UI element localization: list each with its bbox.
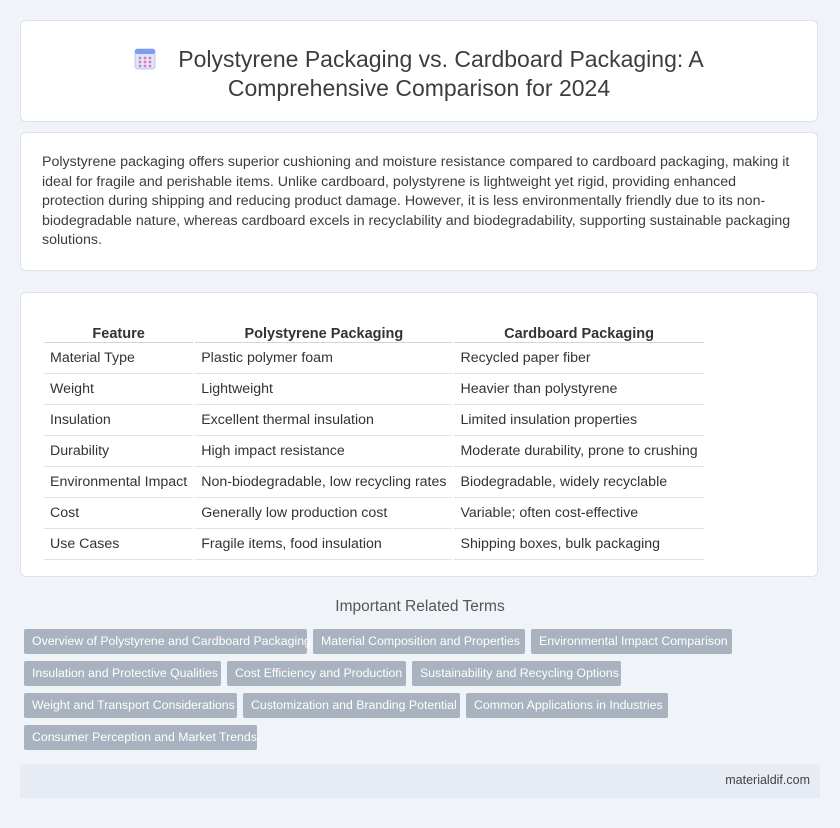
cell-cardboard: Biodegradable, widely recyclable [454, 467, 703, 498]
cell-feature: Material Type [44, 343, 193, 374]
cell-feature: Cost [44, 498, 193, 529]
table-row [44, 529, 704, 560]
related-term-link[interactable]: Sustainability and Recycling Options [412, 661, 621, 686]
table-row [44, 498, 704, 529]
cell-polystyrene: Generally low production cost [195, 498, 452, 529]
cell-polystyrene: Non-biodegradable, low recycling rates [195, 467, 452, 498]
table-row [44, 374, 704, 405]
related-term-link[interactable]: Insulation and Protective Qualities [24, 661, 221, 686]
related-term-link[interactable]: Customization and Branding Potential [243, 693, 460, 718]
cell-cardboard: Heavier than polystyrene [454, 374, 703, 405]
related-term-link[interactable]: Material Composition and Properties [313, 629, 525, 654]
table-row [44, 467, 704, 498]
related-term-link[interactable]: Consumer Perception and Market Trends [24, 725, 257, 750]
cell-polystyrene: High impact resistance [195, 436, 452, 467]
footer-site-name: materialdif.com [725, 773, 810, 787]
footer [20, 764, 820, 798]
title-card [20, 20, 818, 122]
header-feature: Feature [44, 311, 193, 343]
related-term-link[interactable]: Weight and Transport Considerations [24, 693, 237, 718]
cell-cardboard: Moderate durability, prone to crushing [454, 436, 703, 467]
table-row [44, 436, 704, 467]
related-term-link[interactable]: Common Applications in Industries [466, 693, 668, 718]
table-row [44, 343, 704, 374]
header-polystyrene: Polystyrene Packaging [195, 311, 452, 343]
calculator-icon [134, 48, 156, 70]
page-title [21, 45, 817, 103]
table-header-row [44, 311, 704, 343]
cell-polystyrene: Excellent thermal insulation [195, 405, 452, 436]
cell-polystyrene: Fragile items, food insulation [195, 529, 452, 560]
cell-feature: Use Cases [44, 529, 193, 560]
summary-card [20, 132, 818, 271]
related-term-link[interactable]: Environmental Impact Comparison [531, 629, 732, 654]
header-cardboard: Cardboard Packaging [454, 311, 703, 343]
cell-cardboard: Variable; often cost-effective [454, 498, 703, 529]
table-row [44, 405, 704, 436]
cell-cardboard: Limited insulation properties [454, 405, 703, 436]
comparison-table-card [20, 292, 818, 577]
title-line-2: Comprehensive Comparison for 2024 [227, 75, 611, 101]
cell-cardboard: Shipping boxes, bulk packaging [454, 529, 703, 560]
cell-cardboard: Recycled paper fiber [454, 343, 703, 374]
cell-feature: Weight [44, 374, 193, 405]
comparison-table [42, 311, 706, 560]
cell-feature: Insulation [44, 405, 193, 436]
summary-text: Polystyrene packaging offers superior cushioning and moisture resistance compared to cardboard packaging, making it ideal for fragile and perishable items. Unlike cardboard, polystyrene is lightweight yet rigid, providing enhanced protection during shipping and reducing product damage. However, it is less environmentally friendly due to its non-biodegradable nature, whereas cardboard excels in recyclability and biodegradability, supporting sustainable packaging solutions. [42, 154, 791, 249]
title-line-1: Polystyrene Packaging vs. Cardboard Packaging: A [178, 46, 704, 72]
related-term-link[interactable]: Cost Efficiency and Production [227, 661, 406, 686]
cell-feature: Durability [44, 436, 193, 467]
cell-polystyrene: Lightweight [195, 374, 452, 405]
cell-polystyrene: Plastic polymer foam [195, 343, 452, 374]
cell-feature: Environmental Impact [44, 467, 193, 498]
related-term-link[interactable]: Overview of Polystyrene and Cardboard Packaging [24, 629, 307, 654]
related-terms-heading: Important Related Terms [335, 598, 505, 615]
